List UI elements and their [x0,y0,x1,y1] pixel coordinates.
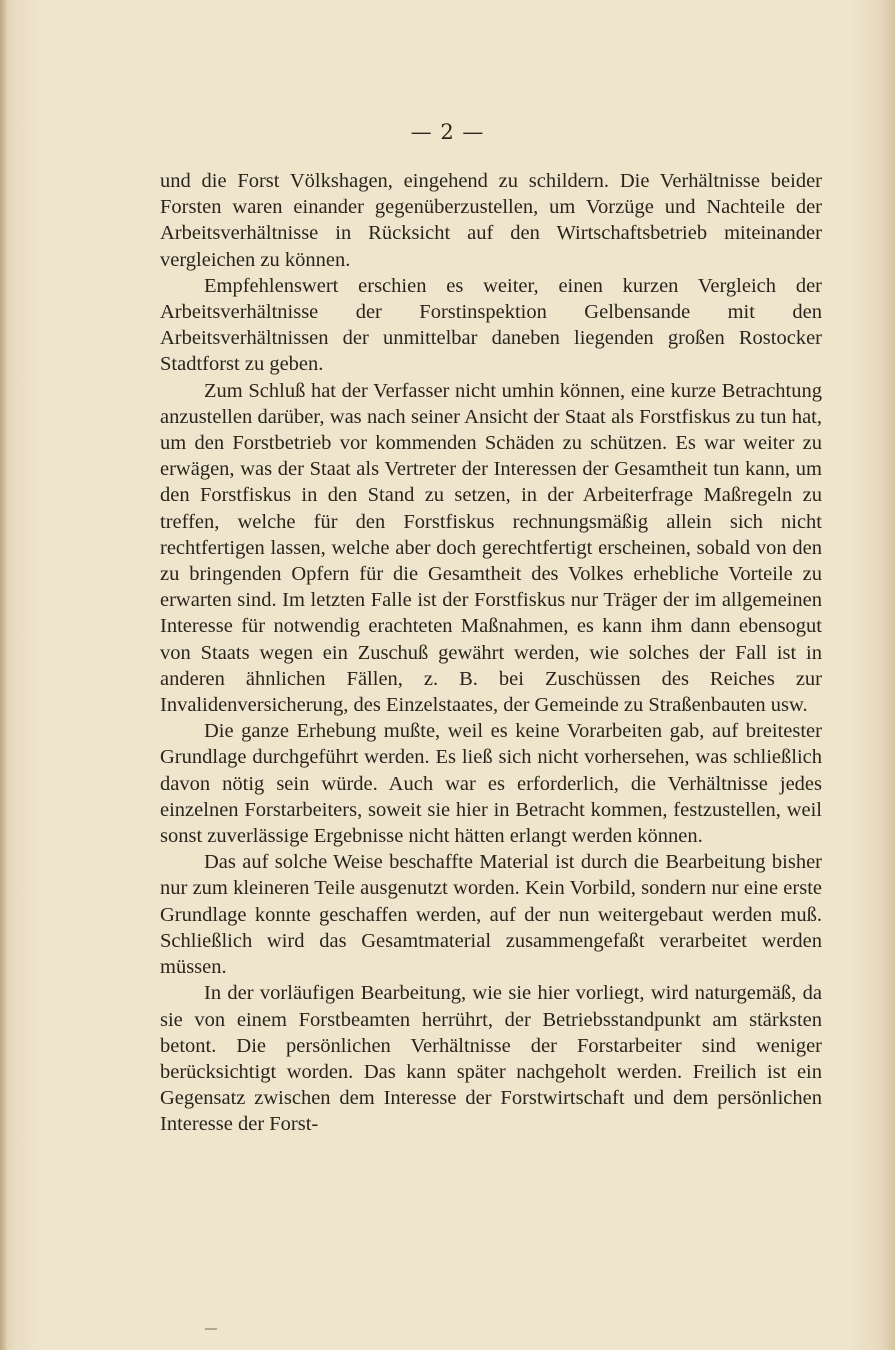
body-text [160,168,822,1138]
paragraph-3: Zum Schluß hat der Verfasser nicht umhin können, eine kurze Betrachtung anzustellen darüber, was nach seiner Ansicht der Staat als Forstfiskus zu tun hat, um den Forstbetrieb vor kommenden Schäden zu schützen. Es war weiter zu erwägen, was der Staat als Vertreter der Interessen der Gesamtheit tun kann, um den Forstfiskus in den Stand zu setzen, in der Arbeiterfrage Maßregeln zu treffen, welche für den Forstfiskus rechnungsmäßig allein sich nicht rechtfertigen lassen, welche aber doch gerechtfertigt erscheinen, sobald von den zu bringenden Opfern für die Gesamtheit des Volkes erhebliche Vorteile zu erwarten sind. Im letzten Falle ist der Forstfiskus nur Träger der im allgemeinen Interesse für notwendig erachteten Maßnahmen, es kann ihm dann ebensogut von Staats wegen ein Zuschuß gewährt werden, wie solches der Fall ist in anderen ähnlichen Fällen, z. B. bei Zuschüssen des Reiches zur Invalidenversicherung, des Einzelstaates, der Gemeinde zu Straßenbauten usw. [160,379,822,717]
paragraph-1: und die Forst Völkshagen, eingehend zu schildern. Die Verhältnisse beider Forsten waren einander gegenüberzustellen, um Vorzüge und Nachteile der Arbeitsverhältnisse in Rücksicht auf den Wirtschaftsbetrieb miteinander vergleichen zu können. [160,170,822,271]
stray-mark [205,1328,217,1330]
paragraph-5: Das auf solche Weise beschaffte Material ist durch die Bearbeitung bisher nur zum kleineren Teile ausgenutzt worden. Kein Vorbild, sondern nur eine erste Grundlage konnte geschaffen werden, auf der nun weitergebaut werden muß. Schließlich wird das Gesamtmaterial zusammengefaßt verarbeitet werden müssen. [160,851,822,979]
paragraph-4: Die ganze Erhebung mußte, weil es keine Vorarbeiten gab, auf breitester Grundlage durchgeführt werden. Es ließ sich nicht vorhersehen, was schließlich davon nötig sein würde. Auch war es erforderlich, die Verhältnisse jedes einzelnen Forstarbeiters, soweit sie hier in Betracht kommen, festzustellen, weil sonst zuverlässige Ergebnisse nicht hätten erlangt werden können. [160,720,822,848]
page-binding-edge [0,0,6,1350]
paragraph-2: Empfehlenswert erschien es weiter, einen kurzen Vergleich der Arbeitsverhältnisse der Forstinspektion Gelbensande mit den Arbeitsverhältnissen der unmittelbar daneben liegenden großen Rostocker Stadtforst zu geben. [160,274,822,376]
page-number: — 2 — [410,120,485,144]
paragraph-6: In der vorläufigen Bearbeitung, wie sie hier vorliegt, wird naturgemäß, da sie von einem Forstbeamten herrührt, der Betriebsstandpunkt am stärksten betont. Die persönlichen Verhältnisse der Forstarbeiter sind weniger berücksichtigt worden. Das kann später nachgeholt werden. Freilich ist ein Gegensatz zwischen dem Interesse der Forstwirtschaft und dem persönlichen Interesse der Forst- [160,982,822,1136]
